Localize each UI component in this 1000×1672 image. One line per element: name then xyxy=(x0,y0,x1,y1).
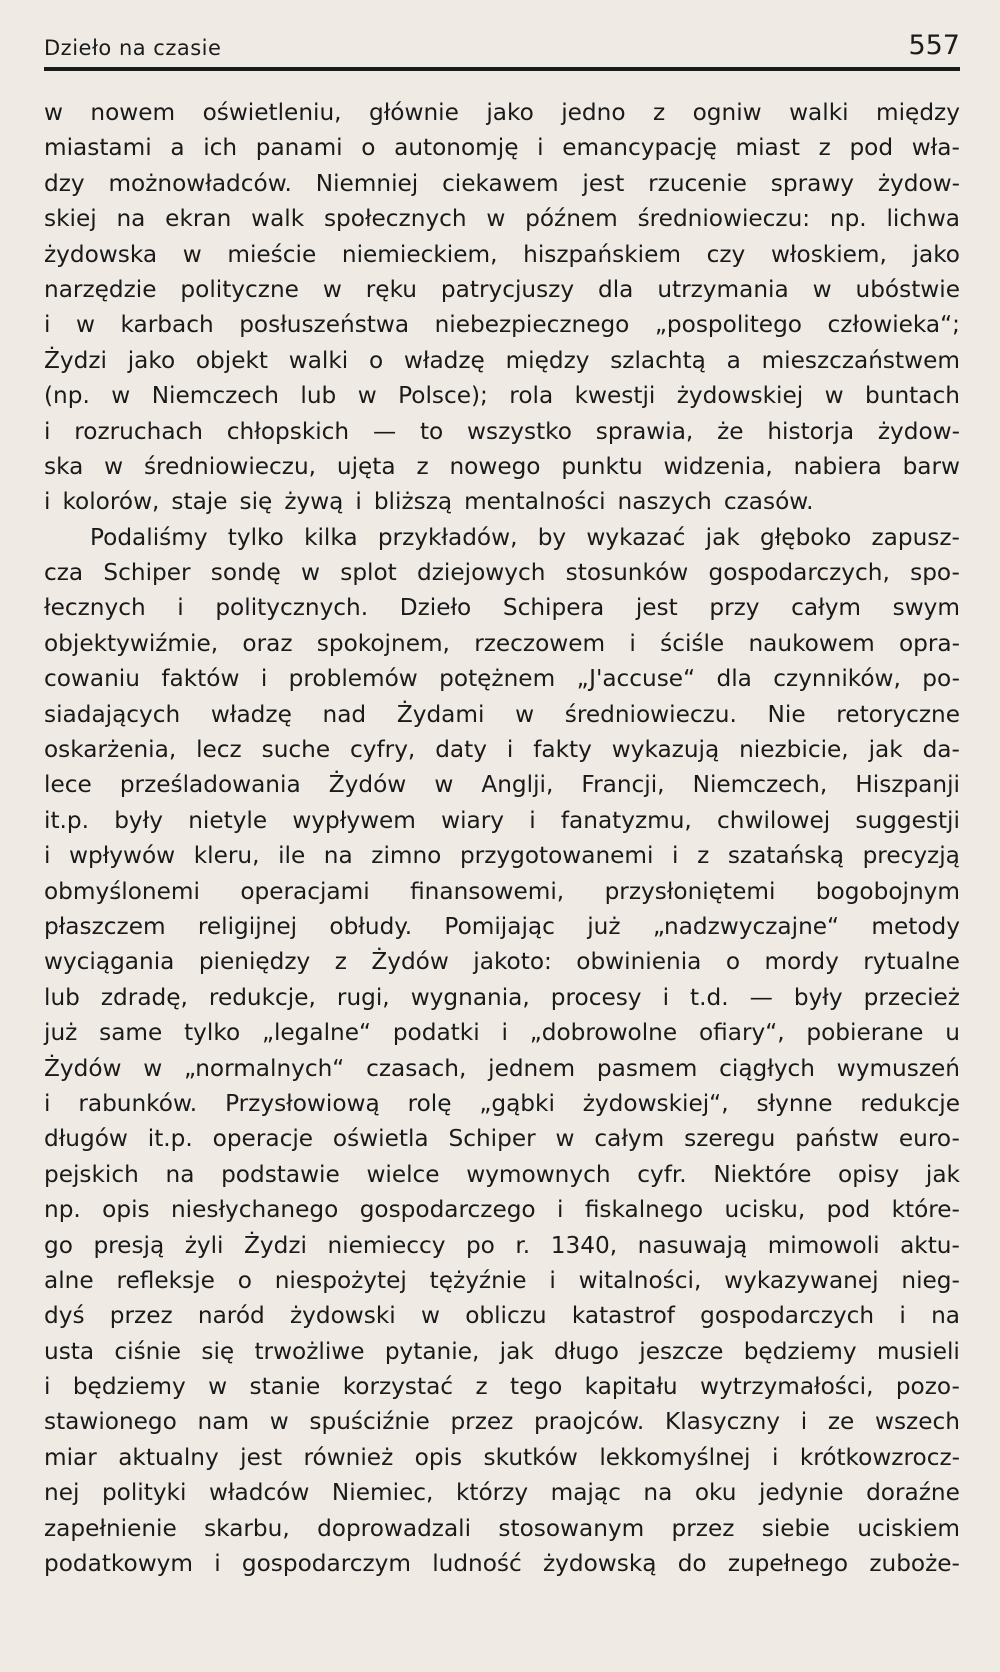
text-line: płaszczem religijnej obłudy. Pomijając już „nadzwyczajne“ metody xyxy=(44,912,960,940)
text-line: usta ciśnie się trwożliwe pytanie, jak długo jeszcze będziemy musieli xyxy=(44,1337,960,1365)
text-line: skiej na ekran walk społecznych w późnem średniowieczu: np. lichwa xyxy=(44,205,960,233)
text-line: obmyślonemi operacjami finansowemi, przysłoniętemi bogobojnym xyxy=(44,877,960,905)
page-header xyxy=(44,28,960,68)
text-line: stawionego nam w spuściźnie przez praojców. Klasyczny i ze wszech xyxy=(44,1408,960,1436)
text-line: nej polityki władców Niemiec, którzy mając na oku jedynie doraźne xyxy=(44,1479,960,1507)
text-line: alne refleksje o niespożytej tężyźnie i witalności, wykazywanej nieg- xyxy=(44,1266,960,1294)
text-line: zapełnienie skarbu, doprowadzali stosowanym przez siebie uciskiem xyxy=(44,1514,960,1542)
text-line: lub zdradę, redukcje, rugi, wygnania, procesy i t.d. — były przecież xyxy=(44,983,960,1011)
text-line: objektywiźmie, oraz spokojnem, rzeczowem i ściśle naukowem opra- xyxy=(44,629,960,657)
text-line: cowaniu faktów i problemów potężnem „J'accuse“ dla czynników, po- xyxy=(44,665,960,693)
text-line: i rozruchach chłopskich — to wszystko sprawia, że historja żydow- xyxy=(44,417,960,445)
text-line: i wpływów kleru, ile na zimno przygotowanemi i z szatańską precyzją xyxy=(44,842,960,870)
text-line: Podaliśmy tylko kilka przykładów, by wykazać jak głęboko zapusz- xyxy=(90,523,960,551)
text-line: miar aktualny jest również opis skutków lekkomyślnej i krótkowzrocz- xyxy=(44,1443,960,1471)
text-line: już same tylko „legalne“ podatki i „dobrowolne ofiary“, pobierane u xyxy=(44,1019,960,1047)
text-line: dzy możnowładców. Niemniej ciekawem jest rzucenie sprawy żydow- xyxy=(44,169,960,197)
text-line: Żydów w „normalnych“ czasach, jednem pasmem ciągłych wymuszeń xyxy=(44,1054,960,1082)
text-line: siadających władzę nad Żydami w średniowieczu. Nie retoryczne xyxy=(44,700,960,728)
text-line: długów it.p. operacje oświetla Schiper w całym szeregu państw euro- xyxy=(44,1125,960,1153)
text-line: wyciągania pieniędzy z Żydów jakoto: obwinienia o mordy rytualne xyxy=(44,948,960,976)
header-rule xyxy=(44,67,960,71)
text-line: go presją żyli Żydzi niemieccy po r. 1340, nasuwają mimowoli aktu- xyxy=(44,1231,960,1259)
text-line: i w karbach posłuszeństwa niebezpiecznego „pospolitego człowieka“; xyxy=(44,311,960,339)
text-line: podatkowym i gospodarczym ludność żydowską do zupełnego zuboże- xyxy=(44,1550,960,1578)
text-line: np. opis niesłychanego gospodarczego i fiskalnego ucisku, pod które- xyxy=(44,1196,960,1224)
text-line: narzędzie polityczne w ręku patrycjuszy dla utrzymania w ubóstwie xyxy=(44,275,960,303)
text-line: pejskich na podstawie wielce wymownych cyfr. Niektóre opisy jak xyxy=(44,1160,960,1188)
page-number: 557 xyxy=(908,30,960,61)
text-line: i kolorów, staje się żywą i bliższą mentalności naszych czasów. xyxy=(44,488,814,516)
text-line: łecznych i politycznych. Dzieło Schipera jest przy całym swym xyxy=(44,594,960,622)
text-line: i będziemy w stanie korzystać z tego kapitału wytrzymałości, pozo- xyxy=(44,1373,960,1401)
text-line: lece prześladowania Żydów w Anglji, Francji, Niemczech, Hiszpanji xyxy=(44,771,960,799)
text-line: żydowska w mieście niemieckiem, hiszpańskiem czy włoskiem, jako xyxy=(44,240,960,268)
text-line: oskarżenia, lecz suche cyfry, daty i fakty wykazują niezbicie, jak da- xyxy=(44,736,960,764)
text-line: it.p. były nietyle wypływem wiary i fanatyzmu, chwilowej suggestji xyxy=(44,806,960,834)
text-line: cza Schiper sondę w splot dziejowych stosunków gospodarczych, spo- xyxy=(44,559,960,587)
running-head: Dzieło na czasie xyxy=(44,36,222,60)
text-line: i rabunków. Przysłowiową rolę „gąbki żydowskiej“, słynne redukcje xyxy=(44,1089,960,1117)
text-line: dyś przez naród żydowski w obliczu katastrof gospodarczych i na xyxy=(44,1302,960,1330)
text-line: ska w średniowieczu, ujęta z nowego punktu widzenia, nabiera barw xyxy=(44,452,960,480)
body-text xyxy=(44,95,960,1581)
text-line: miastami a ich panami o autonomję i emancypację miast z pod wła- xyxy=(44,134,960,162)
text-line: w nowem oświetleniu, głównie jako jedno z ogniw walki między xyxy=(44,99,960,126)
text-line: Żydzi jako objekt walki o władzę między szlachtą a mieszczaństwem xyxy=(44,346,960,374)
text-line: (np. w Niemczech lub w Polsce); rola kwestji żydowskiej w buntach xyxy=(44,382,960,410)
